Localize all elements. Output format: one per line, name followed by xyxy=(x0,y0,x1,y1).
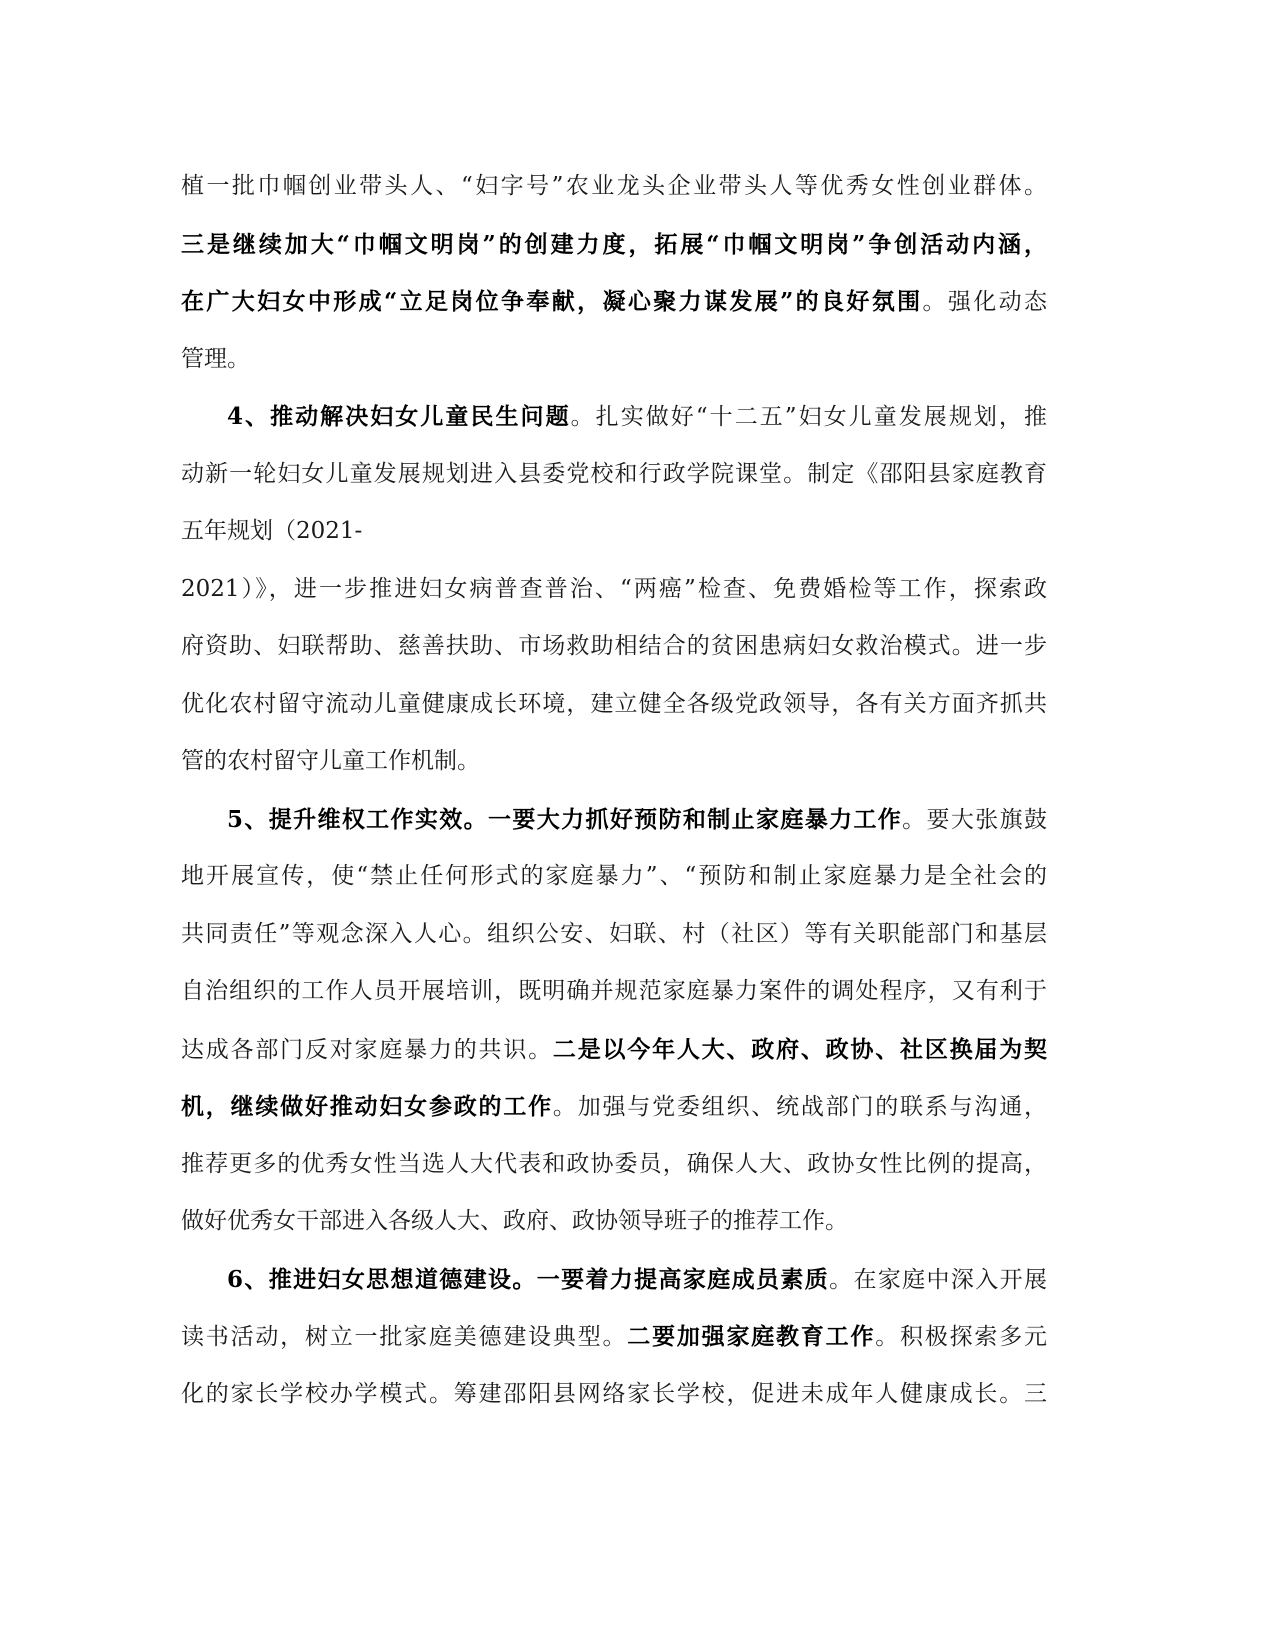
text-line xyxy=(181,388,1047,446)
text-segment: 2021）》，进一步推进妇女病普查普治、“两癌”检查、免费婚检等工作，探索政 xyxy=(181,575,1047,602)
text-line xyxy=(181,446,1047,504)
text-line xyxy=(181,1193,1047,1251)
text-segment: 五年规划（2021- xyxy=(181,518,363,544)
text-segment: 。积极探索多元 xyxy=(875,1324,1047,1350)
text-line xyxy=(181,791,1047,849)
bold-text-segment: 机，继续做好推动妇女参政的工作 xyxy=(181,1093,553,1120)
text-segment: 管的农村留守儿童工作机制。 xyxy=(181,748,480,774)
body-text xyxy=(181,158,1047,1423)
text-segment: 推荐更多的优秀女性当选人大代表和政协委员，确保人大、政协女性比例的提高， xyxy=(181,1150,1047,1177)
text-line xyxy=(181,1021,1047,1079)
text-segment: 做好优秀女干部进入各级人大、政府、政协领导班子的推荐工作。 xyxy=(181,1208,848,1234)
text-line xyxy=(181,1136,1047,1194)
text-line xyxy=(181,331,1047,389)
bold-text-segment: 4、推动解决妇女儿童民生问题 xyxy=(227,403,571,430)
bold-text-segment: 在广大妇女中形成“立足岗位争奉献，凝心聚力谋发展”的良好氛围 xyxy=(181,288,923,315)
text-line xyxy=(181,733,1047,791)
bold-text-segment: 6、推进妇女思想道德建设。一要着力提高家庭成员素质 xyxy=(227,1265,830,1293)
text-line xyxy=(181,503,1047,561)
text-line xyxy=(181,273,1047,331)
text-line xyxy=(181,216,1047,274)
text-segment: 共同责任”等观念深入人心。组织公安、妇联、村（社区）等有关职能部门和基层 xyxy=(181,920,1047,947)
text-line xyxy=(181,1251,1047,1309)
text-line xyxy=(181,906,1047,964)
text-segment: 。加强与党委组织、统战部门的联系与沟通， xyxy=(552,1094,1047,1120)
text-line xyxy=(181,848,1047,906)
text-line xyxy=(181,618,1047,676)
text-line xyxy=(181,963,1047,1021)
text-line xyxy=(181,1308,1047,1366)
bold-text-segment: 三是继续加大“巾帼文明岗”的创建力度，拓展“巾帼文明岗”争创活动内涵， xyxy=(181,230,1047,258)
text-line xyxy=(181,1078,1047,1136)
text-line xyxy=(181,158,1047,216)
text-segment: 达成各部门反对家庭暴力的共识。 xyxy=(181,1036,553,1063)
text-line xyxy=(181,561,1047,619)
text-segment: 管理。 xyxy=(181,345,250,372)
bold-text-segment: 二是以今年人大、政府、政协、社区换届为契 xyxy=(552,1035,1047,1063)
bold-text-segment: 二要加强家庭教育工作 xyxy=(627,1323,876,1350)
text-segment: 化的家长学校办学模式。筹建邵阳县网络家长学校，促进未成年人健康成长。三 xyxy=(181,1380,1047,1407)
text-segment: 优化农村留守流动儿童健康成长环境，建立健全各级党政领导，各有关方面齐抓共 xyxy=(181,690,1047,717)
text-segment: 地开展宣传，使“禁止任何形式的家庭暴力”、“预防和制止家庭暴力是全社会的 xyxy=(181,863,1047,889)
text-segment: 。在家庭中深入开展 xyxy=(829,1266,1047,1293)
text-segment: 动新一轮妇女儿童发展规划进入县委党校和行政学院课堂。制定《邵阳县家庭教育 xyxy=(181,460,1047,487)
text-segment: 植一批巾帼创业带头人、“妇字号”农业龙头企业带头人等优秀女性创业群体。 xyxy=(181,173,1047,199)
text-segment: 。扎实做好“十二五”妇女儿童发展规划，推 xyxy=(570,404,1047,430)
text-segment: 府资助、妇联帮助、慈善扶助、市场救助相结合的贫困患病妇女救治模式。进一步 xyxy=(181,633,1047,659)
bold-text-segment: 5、提升维权工作实效。一要大力抓好预防和制止家庭暴力工作 xyxy=(227,805,903,833)
text-segment: 读书活动，树立一批家庭美德建设典型。 xyxy=(181,1324,628,1350)
text-line xyxy=(181,1366,1047,1424)
text-line xyxy=(181,676,1047,734)
text-segment: 。要大张旗鼓 xyxy=(902,806,1047,833)
text-segment: 自治组织的工作人员开展培训，既明确并规范家庭暴力案件的调处程序，又有利于 xyxy=(181,978,1047,1004)
text-segment: 。强化动态 xyxy=(922,289,1047,315)
